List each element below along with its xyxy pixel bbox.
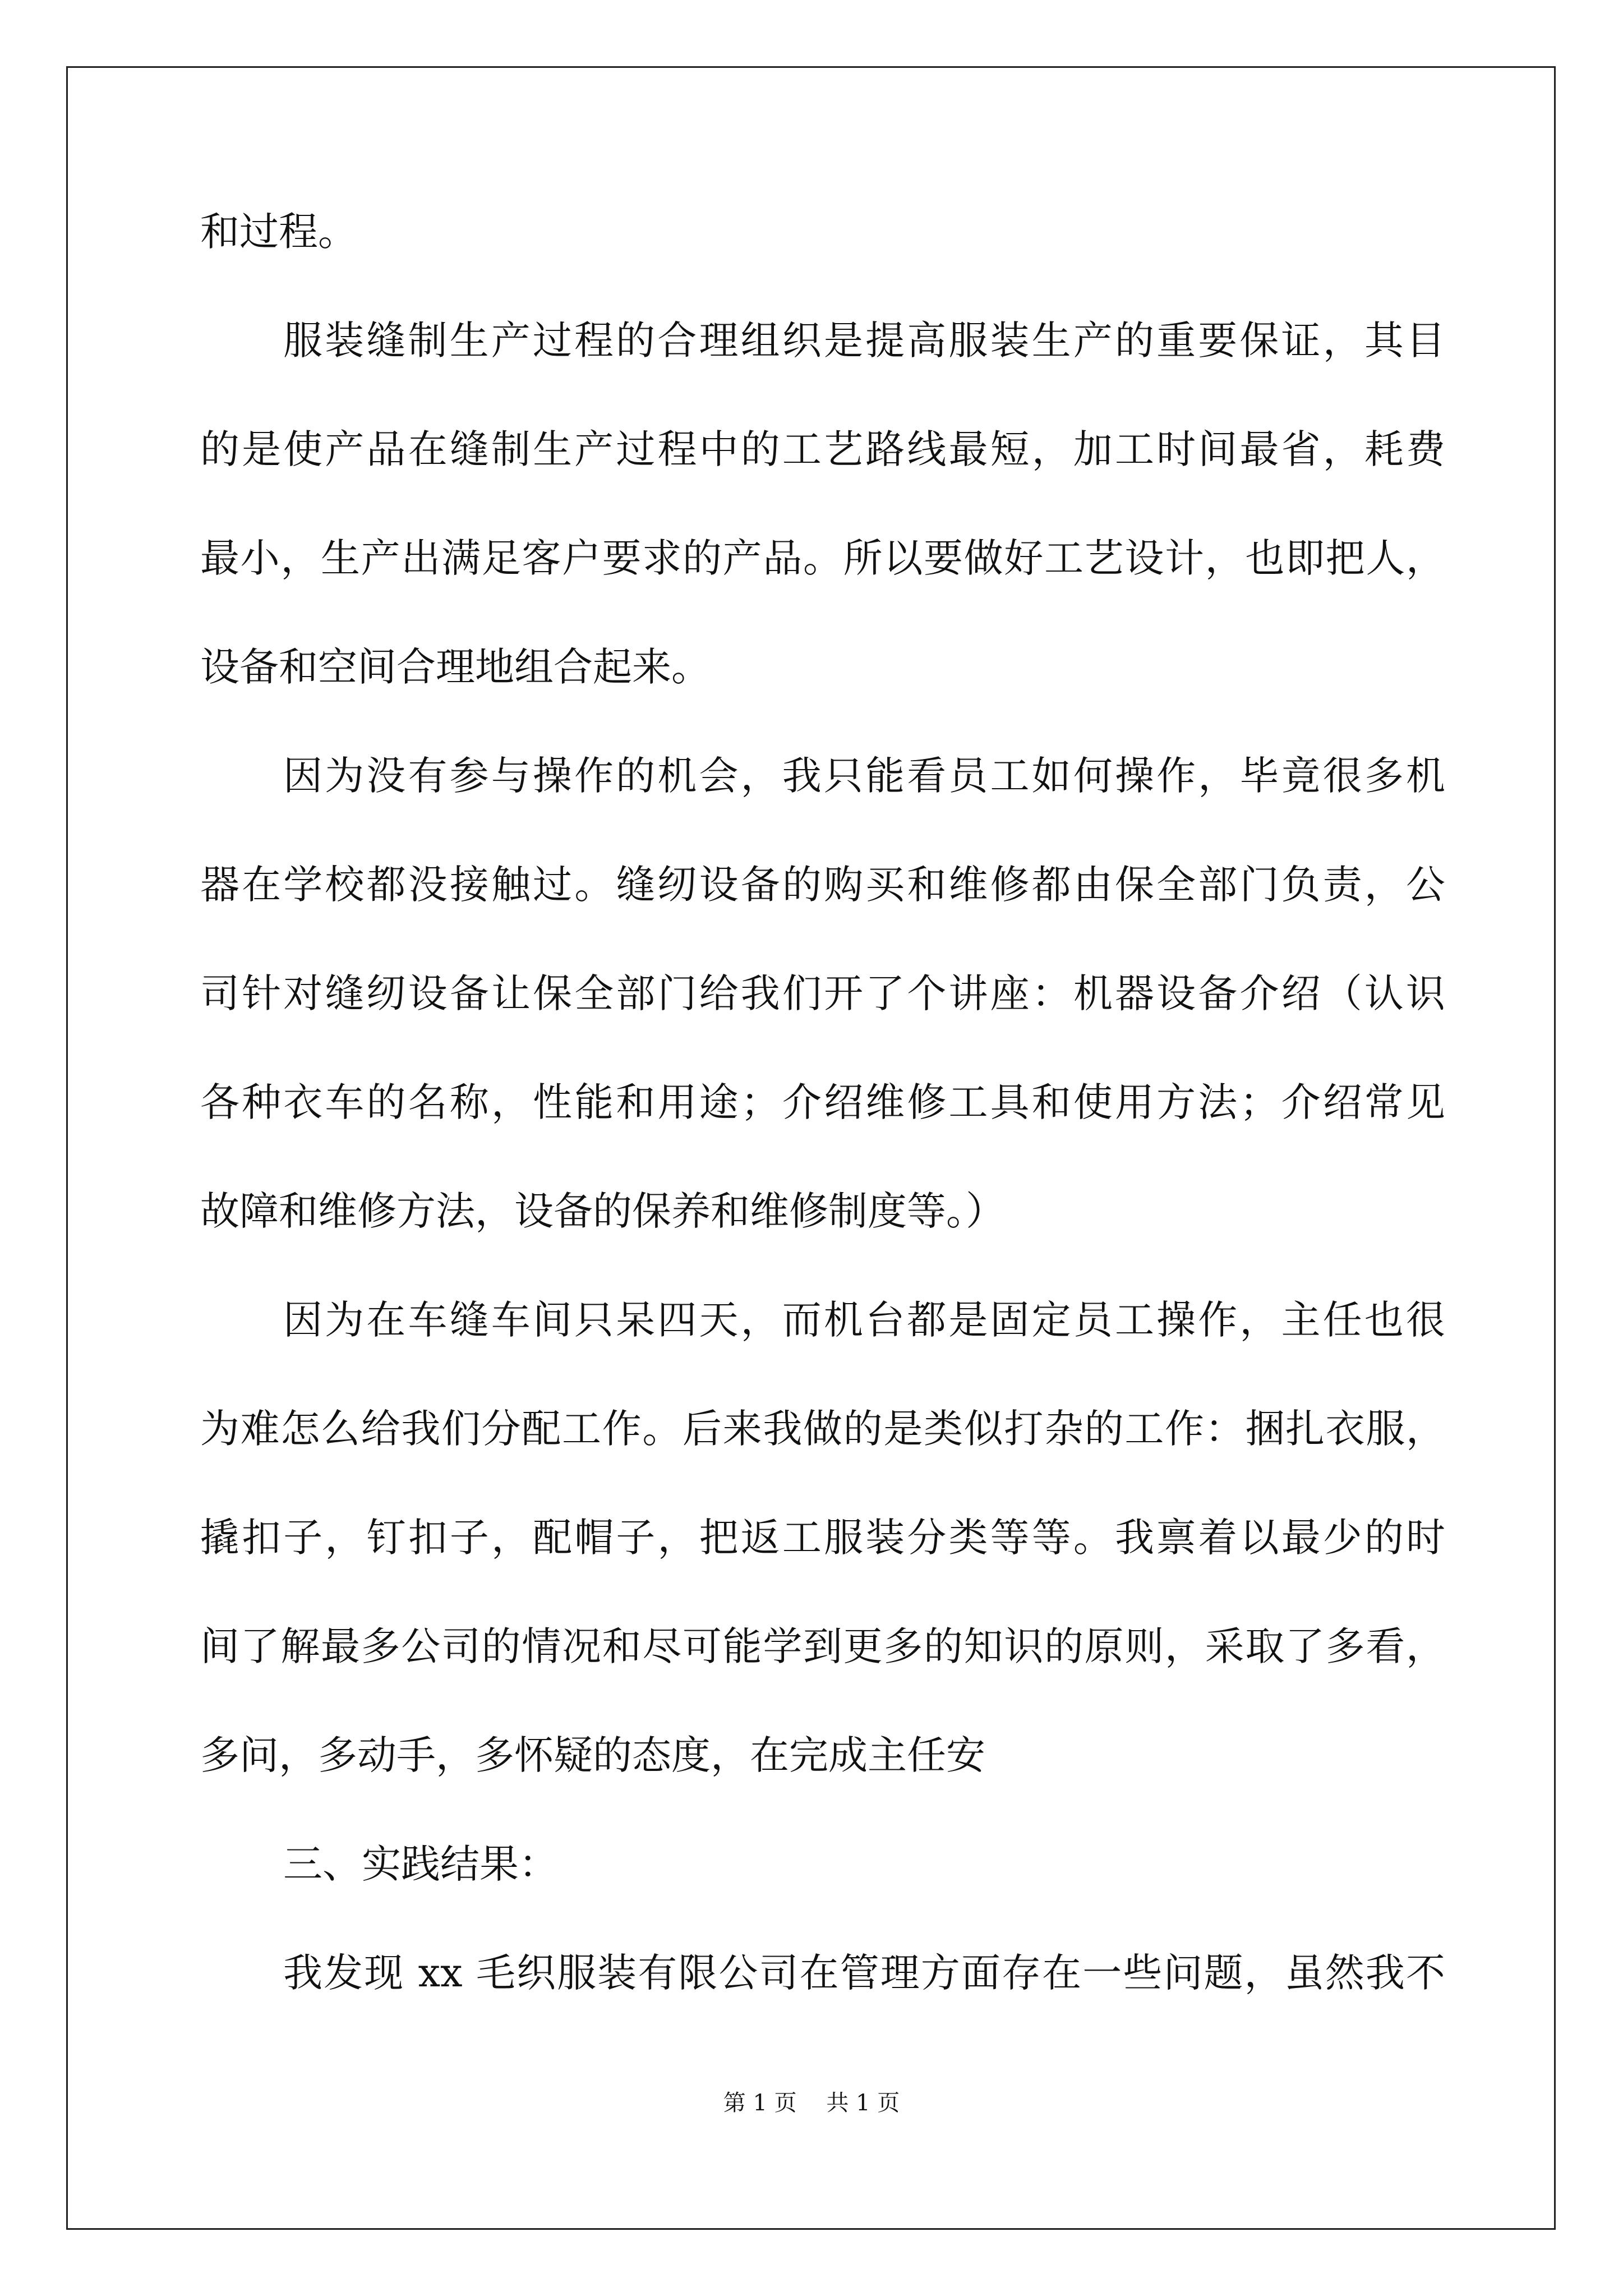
text-line-2: 服装缝制生产过程的合理组织是提高服装生产的重要保证，其目 xyxy=(283,318,1445,364)
text-line-6: 因为没有参与操作的机会，我只能看员工如何操作，毕竟很多机 xyxy=(283,753,1445,799)
page-footer xyxy=(0,2090,1623,2116)
text-line-9: 各种衣车的名称，性能和用途；介绍维修工具和使用方法；介绍常见 xyxy=(200,1079,1445,1125)
text-line-5: 设备和空间合理地组合起来。 xyxy=(200,644,711,690)
page-number-total: 共 1 页 xyxy=(826,2090,900,2116)
text-line-3: 的是使产品在缝制生产过程中的工艺路线最短，加工时间最省，耗费 xyxy=(200,426,1445,472)
text-line-15: 多问，多动手，多怀疑的态度，在完成主任安 xyxy=(200,1732,985,1778)
text-line-7: 器在学校都没接触过。缝纫设备的购买和维修都由保全部门负责，公 xyxy=(200,862,1445,908)
text-line-13: 撬扣子，钉扣子，配帽子，把返工服装分类等等。我禀着以最少的时 xyxy=(200,1515,1445,1561)
text-line-10: 故障和维修方法，设备的保养和维修制度等。） xyxy=(200,1188,1005,1234)
document-body xyxy=(200,209,1445,2062)
text-line-11: 因为在车缝车间只呆四天，而机台都是固定员工操作，主任也很 xyxy=(283,1297,1445,1343)
text-line-8: 司针对缝纫设备让保全部门给我们开了个讲座：机器设备介绍（认识 xyxy=(200,970,1445,1016)
text-line-4: 最小，生产出满足客户要求的产品。所以要做好工艺设计，也即把人， xyxy=(200,535,1445,581)
section-heading: 三、实践结果： xyxy=(283,1841,558,1887)
text-line-17: 我发现 xx 毛织服装有限公司在管理方面存在一些问题，虽然我不 xyxy=(283,1950,1445,1996)
text-line-12: 为难怎么给我们分配工作。后来我做的是类似打杂的工作：捆扎衣服， xyxy=(200,1406,1445,1452)
text-line-14: 间了解最多公司的情况和尽可能学到更多的知识的原则，采取了多看， xyxy=(200,1623,1445,1669)
text-line-1: 和过程。 xyxy=(200,209,357,255)
page-number-current: 第 1 页 xyxy=(723,2090,797,2116)
